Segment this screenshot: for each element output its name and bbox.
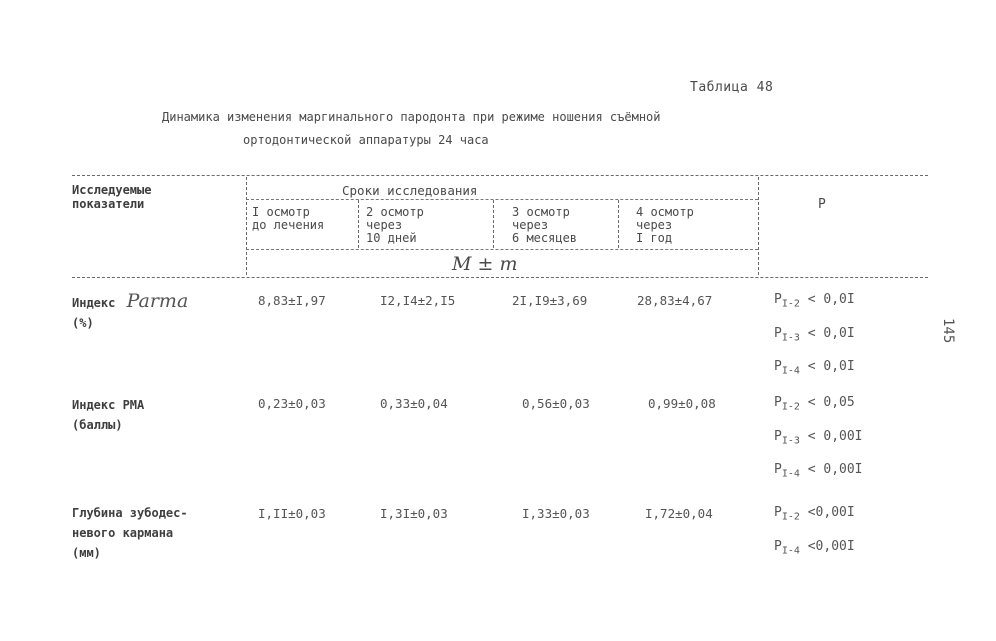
cell-r2-c1: 0,23±0,03 <box>258 396 326 411</box>
cell-r2-c3: 0,56±0,03 <box>522 396 590 411</box>
p-values-r2: $P_{I-2} < 0,05$ $P_{I-3} < 0,00I$ $P_{I-4} < 0,00I$ <box>774 395 863 480</box>
header-exam-2: 2 осмотр через 10 дней <box>366 205 424 245</box>
page-number: 145 <box>940 318 956 344</box>
units-row-rule <box>246 249 758 250</box>
header-bottom-rule <box>72 277 928 278</box>
handwritten-parma: Parma <box>126 290 189 312</box>
cell-r3-c2: I,3I±0,03 <box>380 506 448 521</box>
table-caption-line1: Динамика изменения маргинального пародонта при режиме ношения съёмной <box>162 110 661 124</box>
table-number: Таблица 48 <box>690 80 774 95</box>
cell-r1-c4: 28,83±4,67 <box>637 293 713 308</box>
header-p: P <box>818 197 826 212</box>
header-timing-group: Сроки исследования <box>342 183 478 198</box>
cell-r3-c3: I,33±0,03 <box>522 506 590 521</box>
row-label-pma: Индекс PMA (баллы) <box>72 398 145 432</box>
cell-r3-c4: I,72±0,04 <box>645 506 713 521</box>
p-values-r3: $P_{I-2} <0,00I$ $P_{I-4} <0,00I$ <box>774 505 855 557</box>
cell-r1-c2: I2,I4±2,I5 <box>380 293 456 308</box>
row-label-parma: Индекс Parma (%) <box>72 290 189 330</box>
header-exam-1: I осмотр до лечения <box>252 205 325 232</box>
cell-r3-c1: I,II±0,03 <box>258 506 326 521</box>
col-divider-exam1 <box>358 200 359 248</box>
header-exam-3: 3 осмотр через 6 месяцев <box>512 205 578 245</box>
col-divider-right <box>758 177 759 275</box>
col-divider-left <box>246 177 247 275</box>
cell-r1-c1: 8,83±I,97 <box>258 293 326 308</box>
timing-group-rule <box>246 199 758 200</box>
cell-r1-c3: 2I,I9±3,69 <box>512 293 588 308</box>
col-divider-exam3 <box>618 200 619 248</box>
col-divider-exam2 <box>493 200 494 248</box>
row-label-pocket-depth: Глубина зубодес- невого кармана (мм) <box>72 506 188 560</box>
cell-r2-c2: 0,33±0,04 <box>380 396 448 411</box>
table-caption-line2: ортодонтической аппаратуры 24 часа <box>243 133 489 147</box>
header-units-row: M ± m <box>452 253 518 275</box>
cell-r2-c4: 0,99±0,08 <box>648 396 716 411</box>
p-values-r1: $P_{I-2} < 0,0I$ $P_{I-3} < 0,0I$ $P_{I-4} < 0,0I$ <box>774 292 855 377</box>
header-exam-4: 4 осмотр через I год <box>636 205 694 245</box>
table-top-rule <box>72 175 928 176</box>
header-indicators: Исследуемые показатели <box>72 183 152 211</box>
